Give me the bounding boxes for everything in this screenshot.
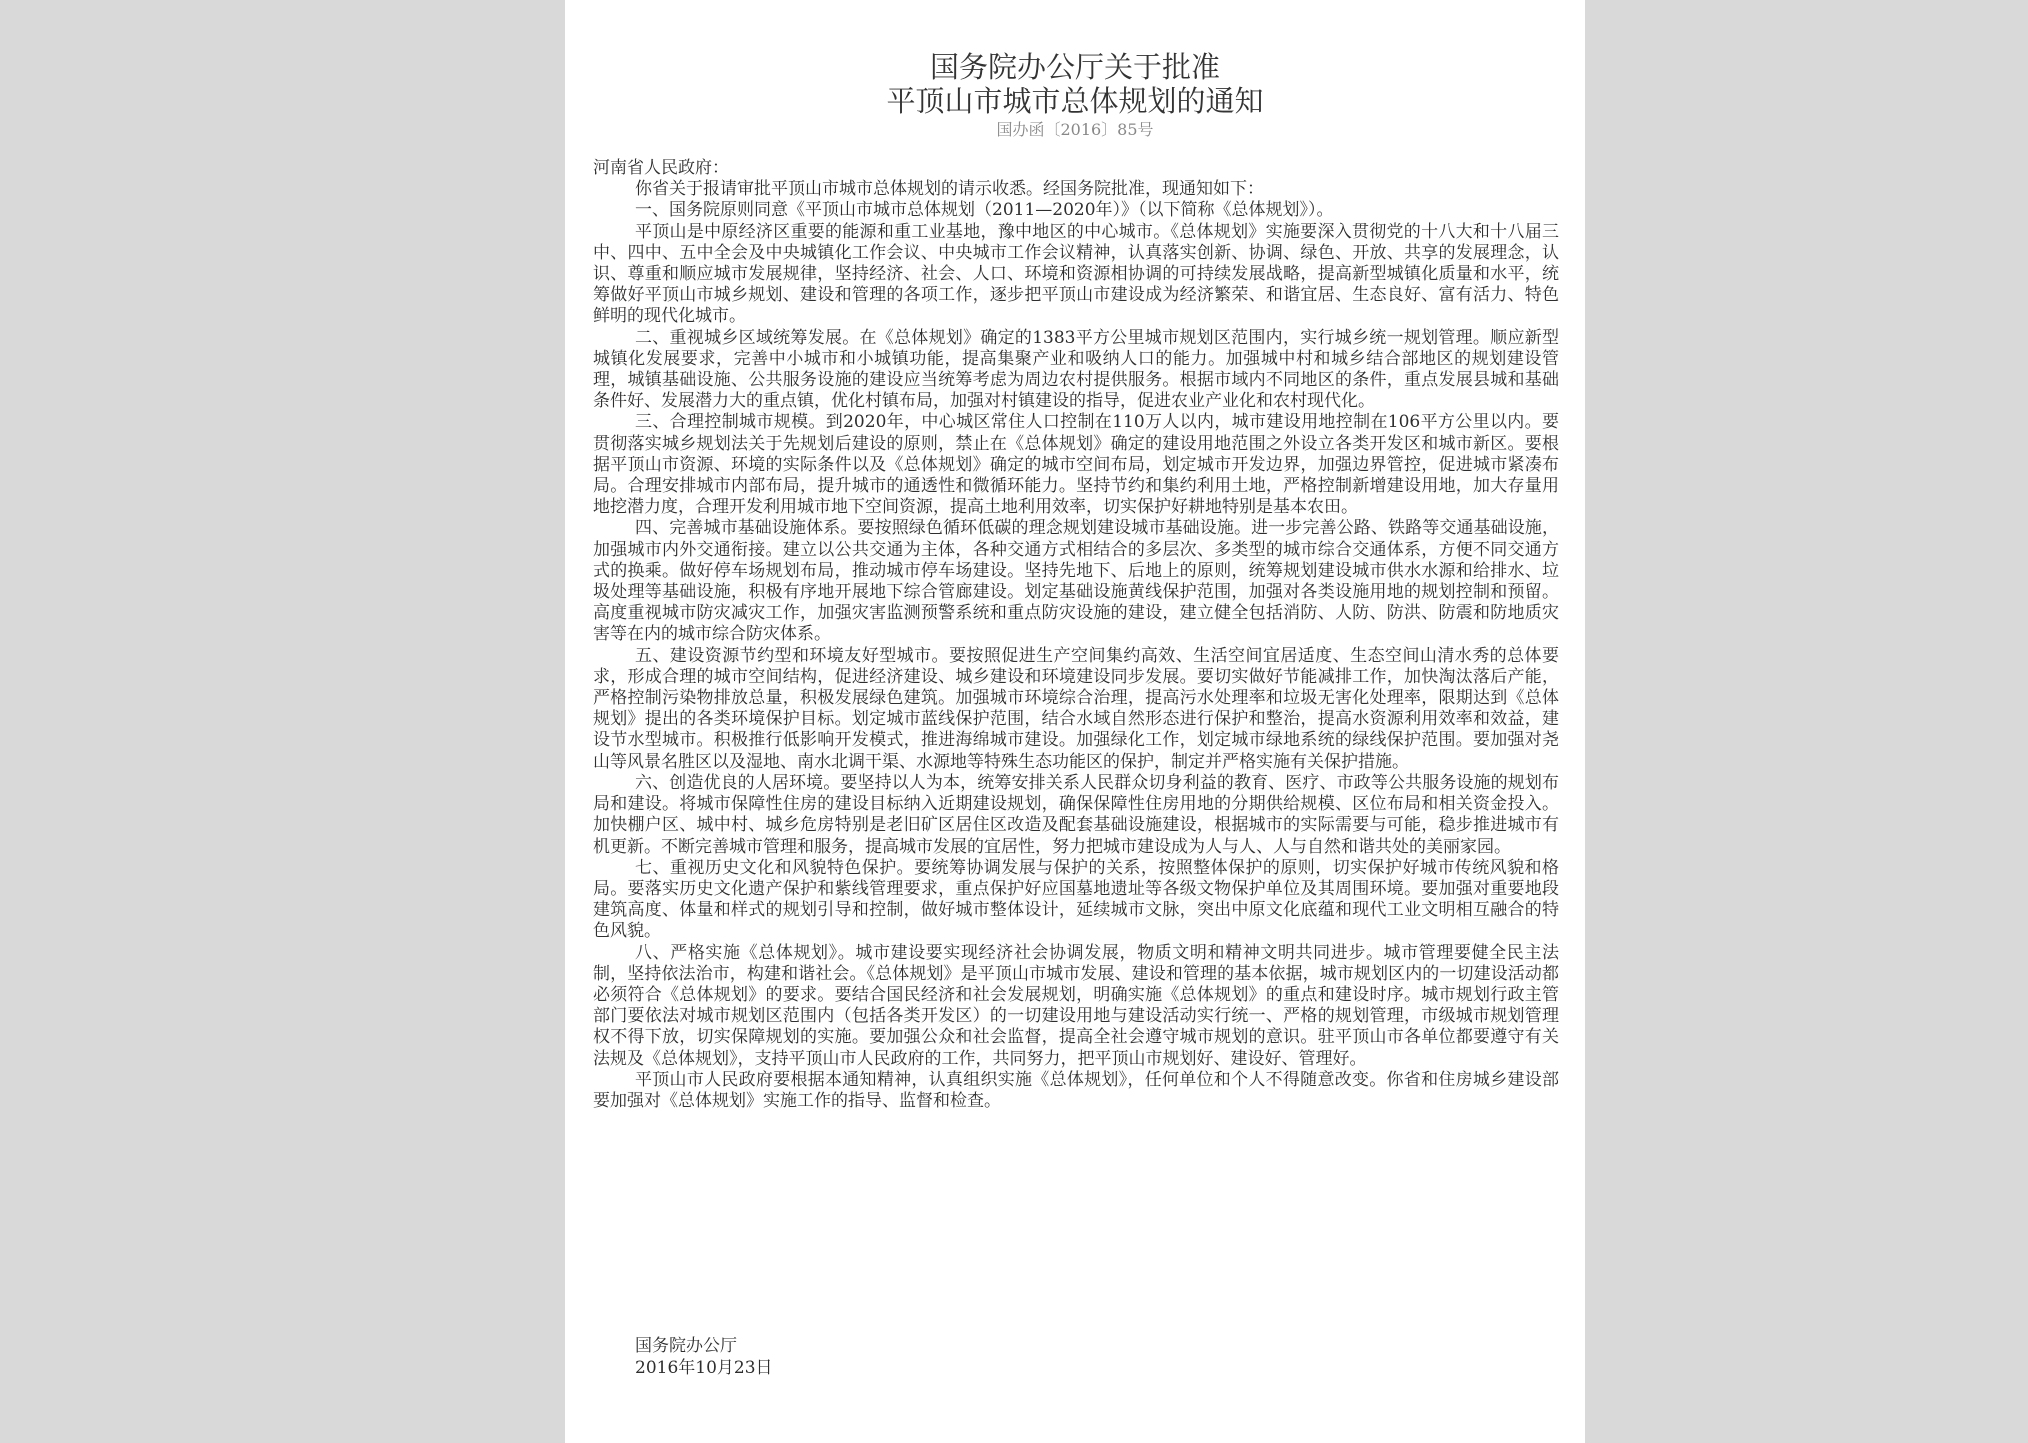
paragraph: 七、重视历史文化和风貌特色保护。要统筹协调发展与保护的关系，按照整体保护的原则，切实保护好城市传统风貌和格局。要落实历史文化遗产保护和紫线管理要求，重点保护好应国墓地遗址等各级文物保护单位及其周围环境。要加强对重要地段建筑高度、体量和样式的规划引导和控制，做好城市整体设计，延续城市文脉，突出中原文化底蕴和现代工业文明相互融合的特色风貌。 <box>593 857 1559 942</box>
document-page <box>565 0 1585 1443</box>
salutation: 河南省人民政府： <box>593 158 729 178</box>
paragraph: 四、完善城市基础设施体系。要按照绿色循环低碳的理念规划建设城市基础设施。进一步完善公路、铁路等交通基础设施，加强城市内外交通衔接。建立以公共交通为主体，各种交通方式相结合的多层次、多类型的城市综合交通体系，方便不同交通方式的换乘。做好停车场规划布局，推动城市停车场建设。坚持先地下、后地上的原则，统筹规划建设城市供水水源和给排水、垃圾处理等基础设施，积极有序地开展地下综合管廊建设。划定基础设施黄线保护范围，加强对各类设施用地的规划控制和预留。高度重视城市防灾减灾工作，加强灾害监测预警系统和重点防灾设施的建设，建立健全包括消防、人防、防洪、防震和防地质灾害等在内的城市综合防灾体系。 <box>593 518 1559 645</box>
paragraph: 八、严格实施《总体规划》。城市建设要实现经济社会协调发展，物质文明和精神文明共同进步。城市管理要健全民主法制，坚持依法治市，构建和谐社会。《总体规划》是平顶山市城市发展、建设和管理的基本依据，城市规划区内的一切建设活动都必须符合《总体规划》的要求。要结合国民经济和社会发展规划，明确实施《总体规划》的重点和建设时序。城市规划行政主管部门要依法对城市规划区范围内（包括各类开发区）的一切建设用地与建设活动实行统一、严格的规划管理，市级城市规划管理权不得下放，切实保障规划的实施。要加强公众和社会监督，提高全社会遵守城市规划的意识。驻平顶山市各单位都要遵守有关法规及《总体规划》，支持平顶山市人民政府的工作，共同努力，把平顶山市规划好、建设好、管理好。 <box>593 942 1559 1069</box>
paragraph: 三、合理控制城市规模。到2020年，中心城区常住人口控制在110万人以内，城市建设用地控制在106平方公里以内。要贯彻落实城乡规划法关于先规划后建设的原则，禁止在《总体规划》确定的建设用地范围之外设立各类开发区和城市新区。要根据平顶山市资源、环境的实际条件以及《总体规划》确定的城市空间布局，划定城市开发边界，加强边界管控，促进城市紧凑布局。合理安排城市内部布局，提升城市的通透性和微循环能力。坚持节约和集约利用土地，严格控制新增建设用地，加大存量用地挖潜力度，合理开发利用城市地下空间资源，提高土地利用效率，切实保护好耕地特别是基本农田。 <box>593 412 1559 518</box>
paragraph: 六、创造优良的人居环境。要坚持以人为本，统筹安排关系人民群众切身利益的教育、医疗、市政等公共服务设施的规划布局和建设。将城市保障性住房的建设目标纳入近期建设规划，确保保障性住房用地的分期供给规模、区位布局和相关资金投入。加快棚户区、城中村、城乡危房特别是老旧矿区居住区改造及配套基础设施建设，根据城市的实际需要与可能，稳步推进城市有机更新。不断完善城市管理和服务，提高城市发展的宜居性，努力把城市建设成为人与人、人与自然和谐共处的美丽家园。 <box>593 772 1559 857</box>
paragraph: 一、国务院原则同意《平顶山市城市总体规划（2011—2020年）》（以下简称《总体规划》）。 <box>635 200 1334 221</box>
signature: 国务院办公厅 <box>635 1336 737 1356</box>
document-title-line2: 平顶山市城市总体规划的通知 <box>886 84 1264 118</box>
document-number: 国办函〔2016〕85号 <box>996 120 1154 139</box>
paragraph: 你省关于报请审批平顶山市城市总体规划的请示收悉。经国务院批准，现通知如下： <box>635 179 1264 200</box>
signature-date: 2016年10月23日 <box>635 1358 773 1378</box>
paragraph: 平顶山是中原经济区重要的能源和重工业基地，豫中地区的中心城市。《总体规划》实施要深入贯彻党的十八大和十八届三中、四中、五中全会及中央城镇化工作会议、中央城市工作会议精神，认真落实创新、协调、绿色、开放、共享的发展理念，认识、尊重和顺应城市发展规律，坚持经济、社会、人口、环境和资源相协调的可持续发展战略，提高新型城镇化质量和水平，统筹做好平顶山市城乡规划、建设和管理的各项工作，逐步把平顶山市建设成为经济繁荣、和谐宜居、生态良好、富有活力、特色鲜明的现代化城市。 <box>593 221 1559 327</box>
document-body <box>593 158 1559 1112</box>
paragraph: 五、建设资源节约型和环境友好型城市。要按照促进生产空间集约高效、生活空间宜居适度、生态空间山清水秀的总体要求，形成合理的城市空间结构，促进经济建设、城乡建设和环境建设同步发展。要切实做好节能减排工作，加快淘汰落后产能，严格控制污染物排放总量，积极发展绿色建筑。加强城市环境综合治理，提高污水处理率和垃圾无害化处理率，限期达到《总体规划》提出的各类环境保护目标。划定城市蓝线保护范围，结合水域自然形态进行保护和整治，提高水资源利用效率和效益，建设节水型城市。积极推行低影响开发模式，推进海绵城市建设。加强绿化工作，划定城市绿地系统的绿线保护范围。要加强对尧山等风景名胜区以及湿地、南水北调干渠、水源地等特殊生态功能区的保护，制定并严格实施有关保护措施。 <box>593 645 1559 772</box>
document-title-line1: 国务院办公厅关于批准 <box>929 50 1220 84</box>
paragraph: 平顶山市人民政府要根据本通知精神，认真组织实施《总体规划》，任何单位和个人不得随意改变。你省和住房城乡建设部要加强对《总体规划》实施工作的指导、监督和检查。 <box>593 1069 1559 1111</box>
paragraph: 二、重视城乡区域统筹发展。在《总体规划》确定的1383平方公里城市规划区范围内，实行城乡统一规划管理。顺应新型城镇化发展要求，完善中小城市和小城镇功能，提高集聚产业和吸纳人口的能力。加强城中村和城乡结合部地区的规划建设管理，城镇基础设施、公共服务设施的建设应当统筹考虑为周边农村提供服务。根据市域内不同地区的条件，重点发展县城和基础条件好、发展潜力大的重点镇，优化村镇布局，加强对村镇建设的指导，促进农业产业化和农村现代化。 <box>593 327 1559 412</box>
